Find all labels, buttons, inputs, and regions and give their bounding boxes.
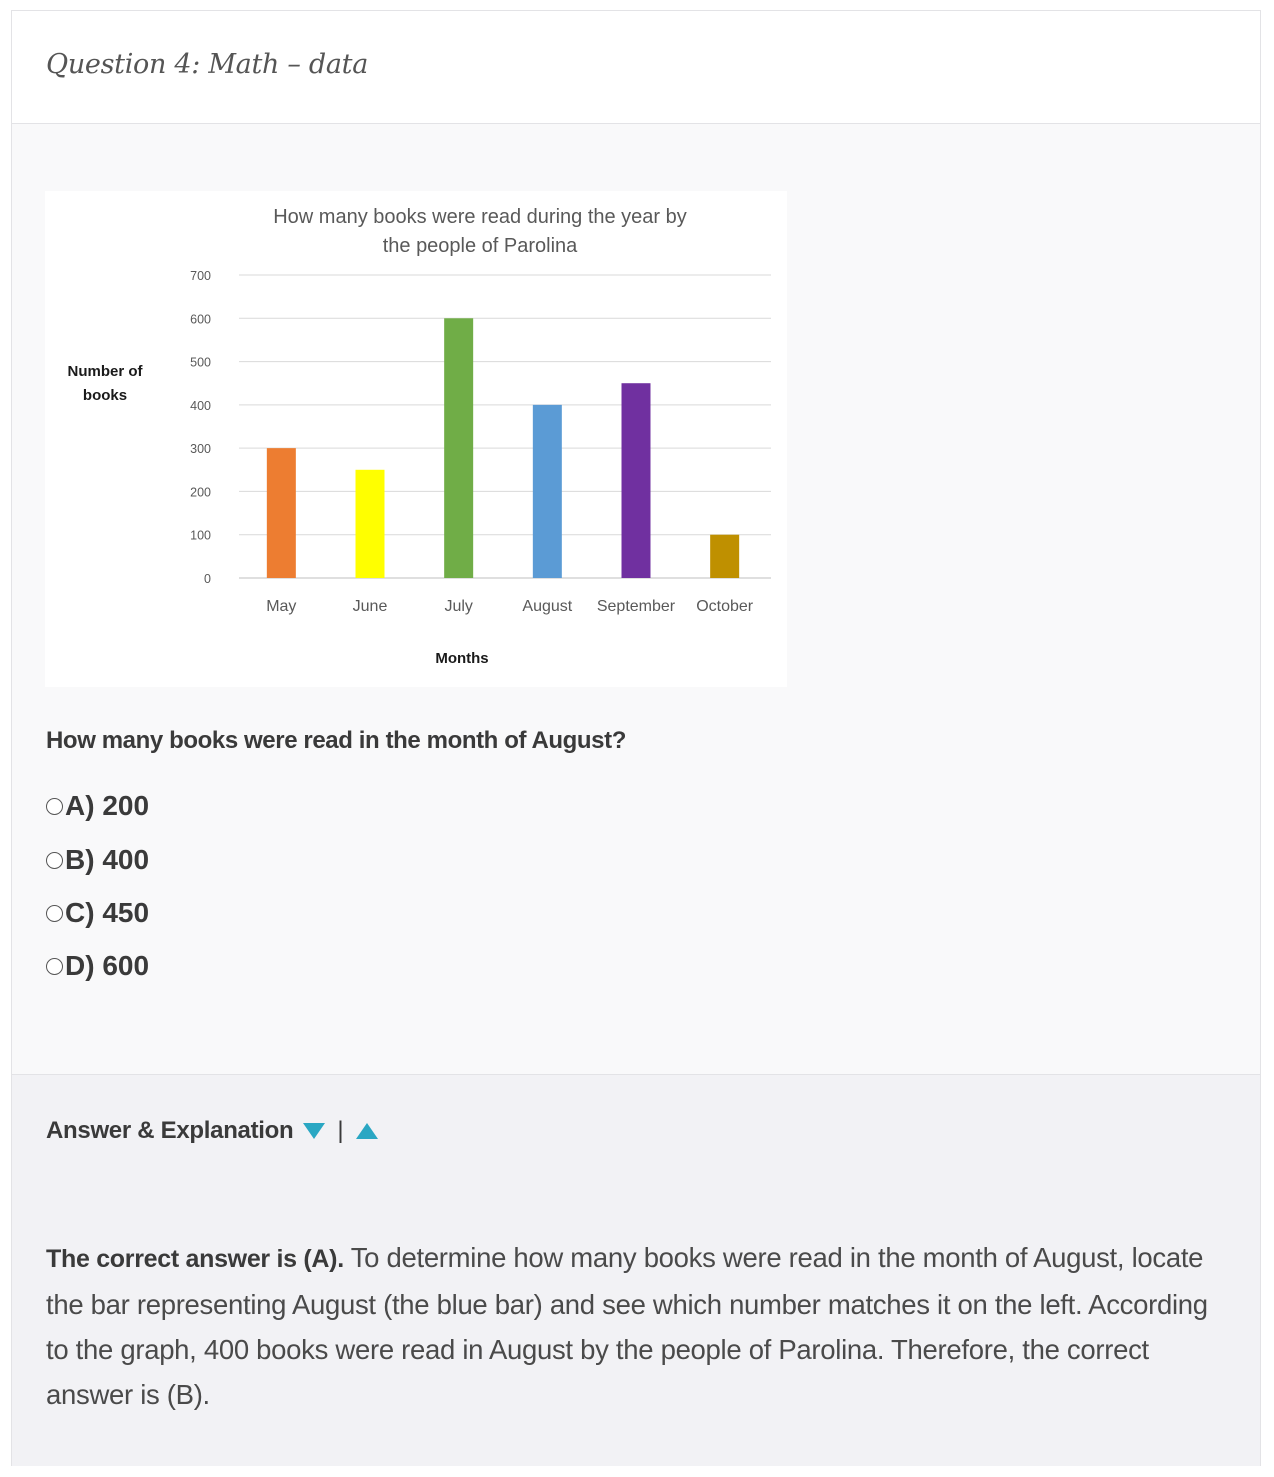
y-tick-label: 400 xyxy=(190,398,211,413)
question-card xyxy=(11,10,1261,1466)
expand-triangle-down-icon[interactable] xyxy=(303,1123,325,1139)
chart-svg xyxy=(45,191,787,687)
y-axis-label-line: Number of xyxy=(67,363,143,380)
question-text: How many books were read in the month of August? xyxy=(46,727,626,754)
y-tick-label: 700 xyxy=(190,269,211,283)
option-d[interactable] xyxy=(46,950,149,982)
correct-answer-lead: The correct answer is (A). xyxy=(46,1245,344,1273)
bar-august xyxy=(533,405,562,578)
bar-october xyxy=(710,535,739,578)
bar-june xyxy=(356,470,385,578)
y-tick-label: 0 xyxy=(204,572,211,586)
radio-d[interactable] xyxy=(46,958,63,975)
option-c[interactable] xyxy=(46,897,149,929)
radio-a[interactable] xyxy=(46,798,63,815)
answer-heading: Answer & Explanation xyxy=(46,1117,294,1144)
bar-chart xyxy=(45,191,787,687)
y-tick-label: 500 xyxy=(190,355,211,370)
chart-title-line: How many books were read during the year by xyxy=(273,206,687,228)
option-a-label: A) 200 xyxy=(65,790,150,821)
card-header xyxy=(12,11,1260,124)
option-b-label: B) 400 xyxy=(65,844,150,875)
x-tick-label: July xyxy=(444,598,473,615)
chart-title-line: the people of Parolina xyxy=(382,235,578,257)
bar-may xyxy=(267,448,296,578)
x-tick-label: October xyxy=(696,598,754,615)
answer-section xyxy=(12,1074,1260,1466)
x-tick-label: September xyxy=(596,598,676,615)
x-tick-label: August xyxy=(522,598,573,615)
collapse-triangle-up-icon[interactable] xyxy=(356,1123,378,1139)
option-b[interactable] xyxy=(46,844,149,876)
y-tick-label: 300 xyxy=(190,442,211,457)
option-c-label: C) 450 xyxy=(65,897,150,928)
y-axis-label-line: books xyxy=(82,387,128,404)
explanation-text xyxy=(46,1235,1231,1417)
radio-b[interactable] xyxy=(46,852,63,869)
toggle-separator: | xyxy=(337,1117,344,1144)
radio-c[interactable] xyxy=(46,905,63,922)
answer-toggle[interactable] xyxy=(46,1117,378,1145)
x-tick-label: June xyxy=(352,598,388,615)
question-title: Question 4: Math – data xyxy=(46,49,369,80)
y-tick-label: 100 xyxy=(190,528,211,543)
bar-september xyxy=(622,383,651,578)
explanation-body: To determine how many books were read in the month of August, locate the bar representing August (the blue bar) and see which number matches it on the left. According to the graph, 400 books were read in August by the people of Parolina. Therefore, the correct answer is (B). xyxy=(46,1242,1208,1410)
y-tick-label: 600 xyxy=(190,312,211,327)
x-axis-label: Months xyxy=(435,650,489,667)
option-a[interactable] xyxy=(46,790,149,822)
y-tick-label: 200 xyxy=(190,485,211,500)
bar-july xyxy=(444,318,473,578)
x-tick-label: May xyxy=(266,598,297,615)
option-d-label: D) 600 xyxy=(65,950,150,981)
